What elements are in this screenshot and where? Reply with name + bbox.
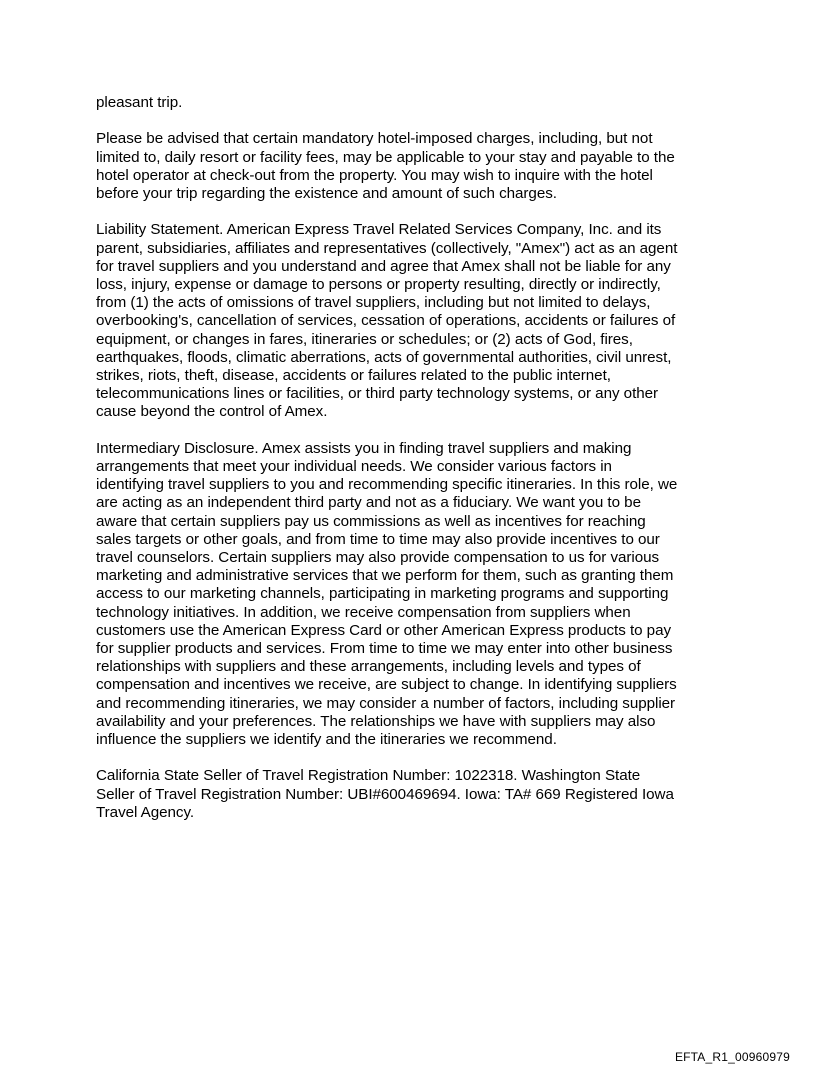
paragraph-liability-statement: Liability Statement. American Express Travel Related Services Company, Inc. and its parent, subsidiaries, affiliates and representatives (collectively, "Amex") act as an agent for travel suppliers and you understand and agree that Amex shall not be liable for any loss, injury, expense or damage to persons or property resulting, directly or indirectly, from (1) the acts of omissions of travel suppliers, including but not limited to delays, overbooking's, cancellation of services, cessation of operations, accidents or failures of equipment, or changes in fares, itineraries or schedules; or (2) acts of God, fires, earthquakes, floods, climatic aberrations, acts of governmental authorities, civil unrest, strikes, riots, theft, disease, accidents or failures related to the public internet, telecommunications lines or facilities, or third party technology systems, or any other cause beyond the control of Amex. — [96, 221, 678, 421]
paragraph-intermediary-disclosure: Intermediary Disclosure. Amex assists you in finding travel suppliers and making arrangements that meet your individual needs. We consider various factors in identifying travel suppliers to you and recommending specific itineraries. In this role, we are acting as an independent third party and not as a fiduciary. We want you to be aware that certain suppliers pay us commissions as well as incentives for reaching sales targets or other goals, and from time to time may also provide incentives to our travel counselors. Certain suppliers may also provide compensation to us for various marketing and administrative services that we perform for them, such as granting them access to our marketing channels, participating in marketing programs and supporting technology initiatives. In addition, we receive compensation from suppliers when customers use the American Express Card or other American Express products to pay for supplier products and services. From time to time we may enter into other business relationships with suppliers and these arrangements, including levels and types of compensation and incentives we receive, are subject to change. In identifying suppliers and recommending itineraries, we may consider a number of factors, including supplier availability and your preferences. The relationships we have with suppliers may also influence the suppliers we identify and the itineraries we recommend. — [96, 439, 678, 749]
paragraph-seller-registration: California State Seller of Travel Registration Number: 1022318. Washington State Seller of Travel Registration Number: UBI#600469694. Iowa: TA# 669 Registered Iowa Travel Agency. — [96, 767, 674, 821]
paragraph-trip-closing: pleasant trip. — [96, 94, 183, 111]
paragraph-hotel-charges: Please be advised that certain mandatory hotel-imposed charges, including, but not limited to, daily resort or facility fees, may be applicable to your stay and payable to the hotel operator at check-out from the property. You may wish to inquire with the hotel before your trip regarding the existence and amount of such charges. — [96, 130, 675, 202]
document-body — [96, 94, 726, 840]
document-id-footer: EFTA_R1_00960979 — [674, 1050, 790, 1064]
